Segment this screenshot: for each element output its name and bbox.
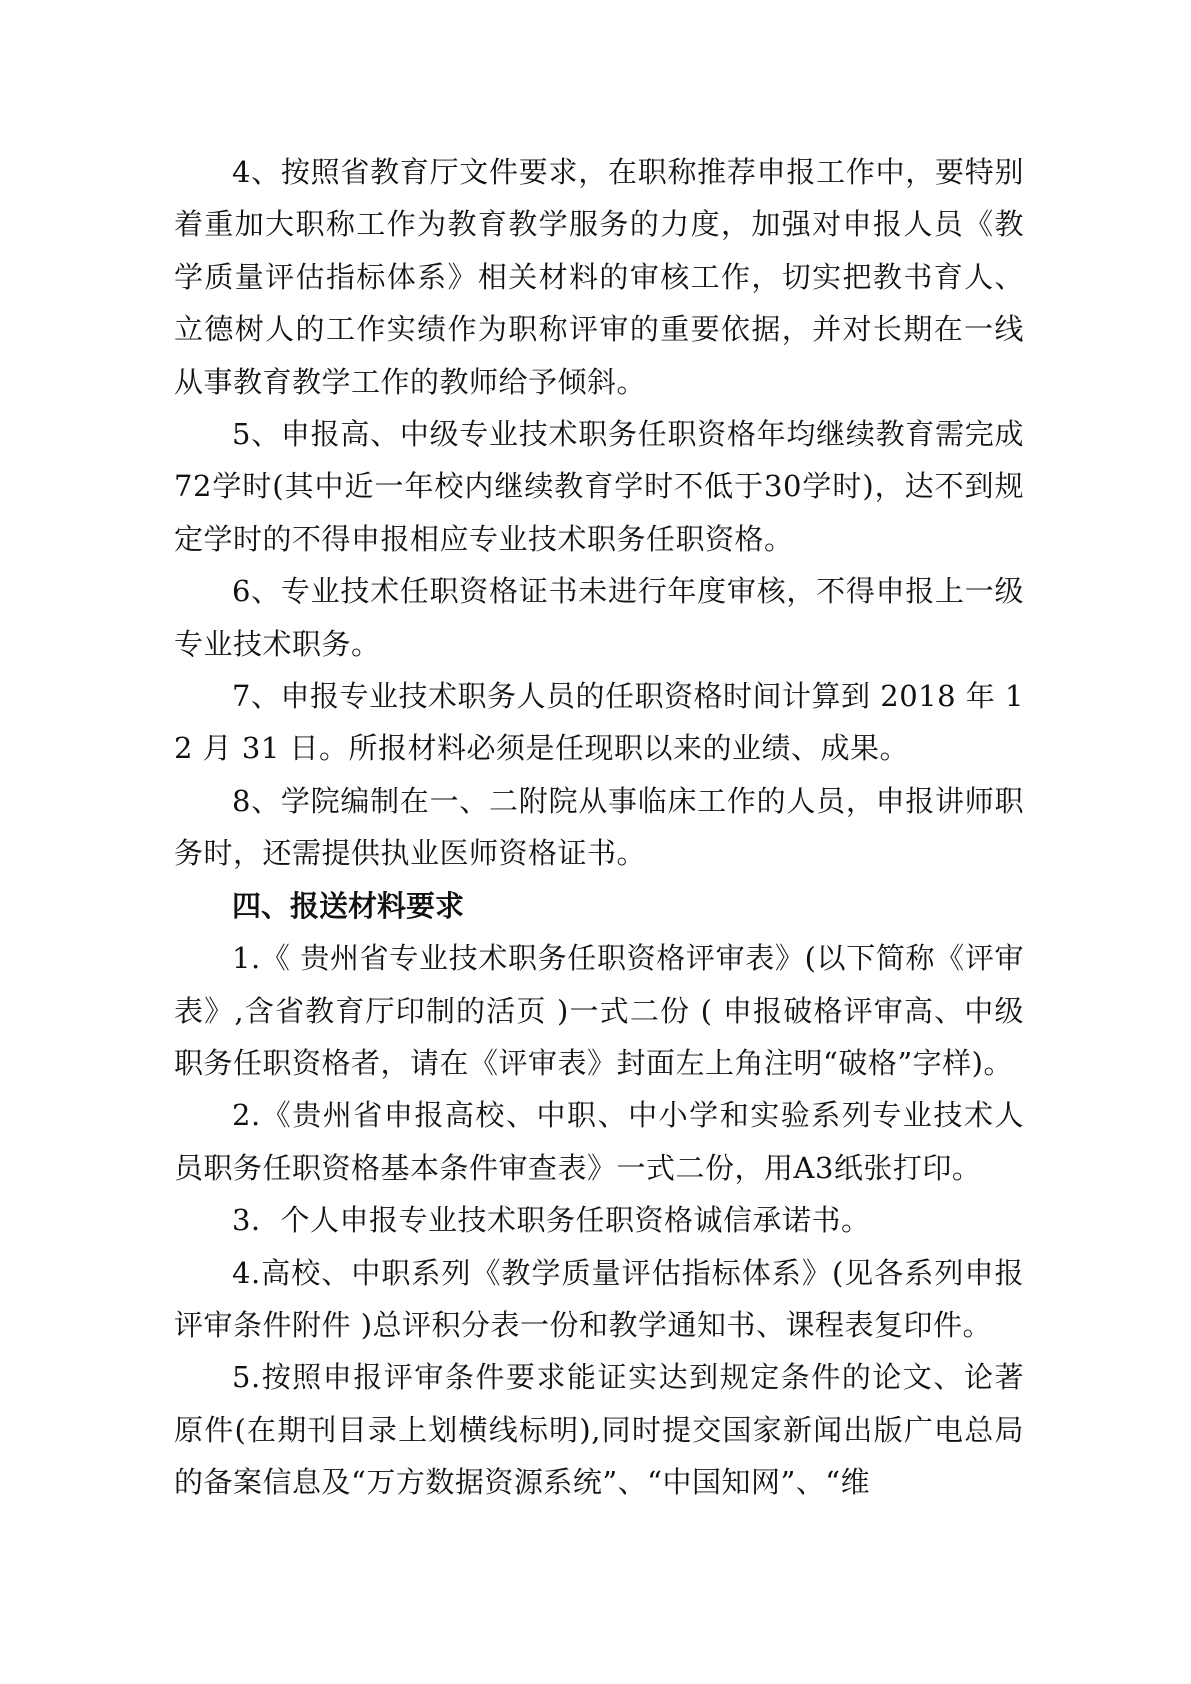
document-body — [174, 146, 1024, 1509]
material-item-2: 2.《贵州省申报高校、中职、中小学和实验系列专业技术人员职务任职资格基本条件审查表》一式二份，用A3纸张打印。 — [174, 1098, 1024, 1185]
paragraph-item-6: 6、专业技术任职资格证书未进行年度审核，不得申报上一级专业技术职务。 — [174, 574, 1024, 661]
material-item-3: 3．个人申报专业技术职务任职资格诚信承诺书。 — [232, 1203, 871, 1238]
material-item-4: 4.高校、中职系列《教学质量评估指标体系》(见各系列申报评审条件附件 )总评积分表一份和教学通知书、课程表复印件。 — [174, 1255, 1024, 1342]
paragraph-item-7: 7、申报专业技术职务人员的任职资格时间计算到 2018 年 12 月 31 日。所报材料必须是任现职以来的业绩、成果。 — [174, 679, 1024, 766]
material-item-5: 5.按照申报评审条件要求能证实达到规定条件的论文、论著原件(在期刊目录上划横线标明),同时提交国家新闻出版广电总局的备案信息及“万方数据资源系统”、“中国知网”、“维 — [174, 1360, 1024, 1500]
material-item-1: 1.《 贵州省专业技术职务任职资格评审表》(以下简称《评审表》,含省教育厅印制的活页 )一式二份 ( 申报破格评审高、中级职务任职资格者，请在《评审表》封面左上角注明“破格”字样)。 — [174, 941, 1024, 1080]
paragraph-item-8: 8、学院编制在一、二附院从事临床工作的人员，申报讲师职务时，还需提供执业医师资格证书。 — [174, 783, 1024, 871]
section-heading: 四、报送材料要求 — [232, 888, 465, 923]
paragraph-item-4: 4、按照省教育厅文件要求，在职称推荐申报工作中，要特别着重加大职称工作为教育教学服务的力度，加强对申报人员《教学质量评估指标体系》相关材料的审核工作，切实把教书育人、立德树人的工作实绩作为职称评审的重要依据，并对长期在一线从事教育教学工作的教师给予倾斜。 — [174, 155, 1024, 399]
paragraph-item-5: 5、申报高、中级专业技术职务任职资格年均继续教育需完成72学时(其中近一年校内继续教育学时不低于30学时)，达不到规定学时的不得申报相应专业技术职务任职资格。 — [174, 417, 1024, 556]
